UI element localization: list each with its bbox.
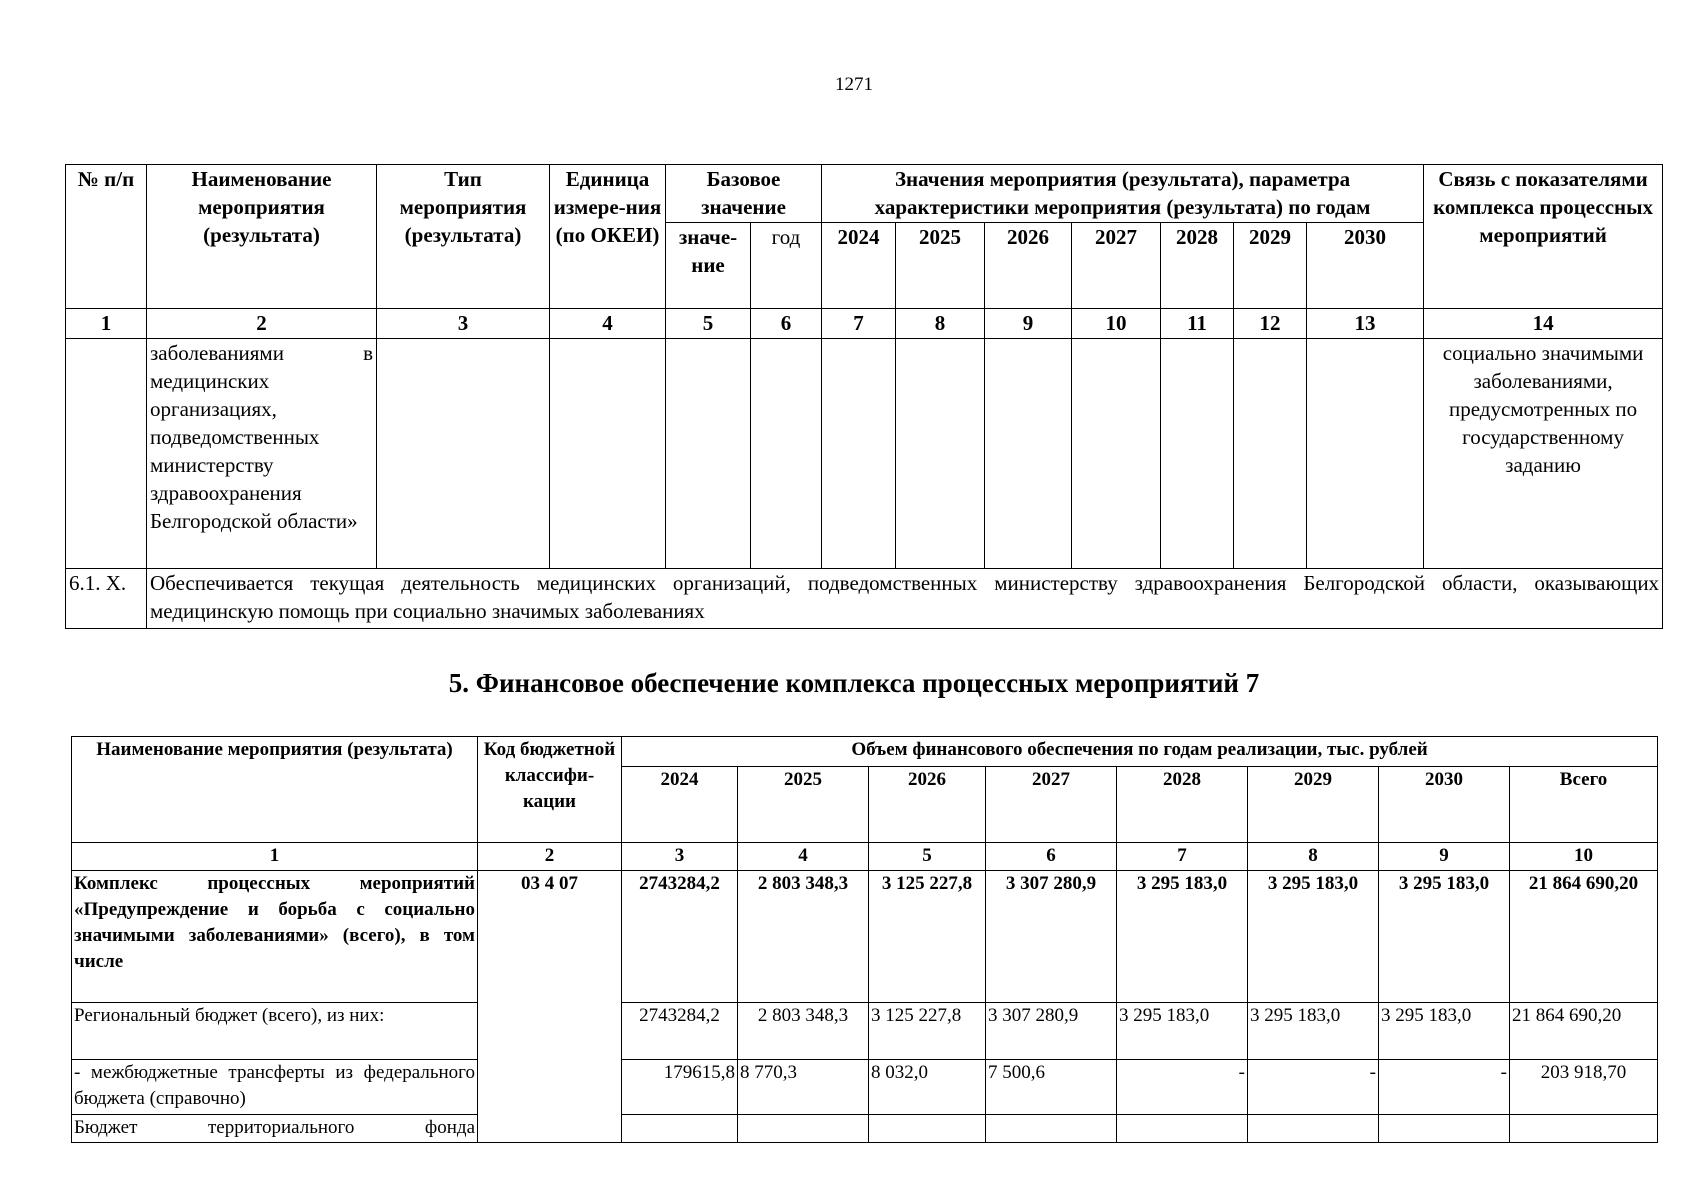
header-link: Связь с показателями комплекса процессных мероприятий <box>1424 165 1663 309</box>
table-row <box>72 1115 1658 1143</box>
value-cell: 8 770,3 <box>738 1060 869 1115</box>
cell-empty <box>822 339 896 569</box>
cell-empty <box>666 339 751 569</box>
header-year: 2027 <box>986 767 1117 843</box>
header-total: Всего <box>1510 767 1658 843</box>
value-cell: 3 125 227,8 <box>869 1003 986 1060</box>
header-values-title: Значения мероприятия (результата), параметра характеристики мероприятия (результата) по годам <box>822 165 1424 223</box>
column-number: 10 <box>1072 309 1161 339</box>
value-cell: - <box>1379 1060 1510 1115</box>
events-table <box>65 164 1663 629</box>
header-year: 2026 <box>869 767 986 843</box>
header-type: Тип мероприятия (результата) <box>377 165 550 309</box>
header-base: Базовое значение <box>666 165 822 223</box>
value-cell: 2743284,2 <box>622 1003 738 1060</box>
cell-empty <box>1307 339 1424 569</box>
table-row <box>66 339 1663 569</box>
column-number: 5 <box>666 309 751 339</box>
value-cell: 3 295 183,0 <box>1248 1003 1379 1060</box>
cell-name <box>147 339 377 569</box>
column-number: 1 <box>66 309 147 339</box>
name-line1: заболеваниями в <box>150 341 373 365</box>
header-code: Код бюджетной классифи-кации <box>478 737 622 843</box>
task-text: Обеспечивается текущая деятельность медицинских организаций, подведомственных министерству здравоохранения Белгородской области, оказывающих медицинскую помощь при социально значимых заболеваниях <box>147 569 1663 629</box>
value-cell <box>1248 1115 1379 1143</box>
value-cell: 3 295 183,0 <box>1117 871 1248 1003</box>
column-number: 2 <box>478 843 622 871</box>
column-number: 4 <box>550 309 666 339</box>
value-cell: 3 307 280,9 <box>986 1003 1117 1060</box>
value-cell: 3 125 227,8 <box>869 871 986 1003</box>
cell-empty <box>550 339 666 569</box>
table-row <box>72 1003 1658 1060</box>
header-base-year: год <box>751 223 822 309</box>
section-title: 5. Финансовое обеспечение комплекса процессных мероприятий 7 <box>448 668 1260 698</box>
table-row <box>72 871 1658 1003</box>
column-number: 3 <box>377 309 550 339</box>
value-cell: 2743284,2 <box>622 871 738 1003</box>
value-cell: 2 803 348,3 <box>738 871 869 1003</box>
page-number: 1271 <box>835 74 873 95</box>
column-number: 13 <box>1307 309 1424 339</box>
header-year: 2029 <box>1234 223 1307 309</box>
task-num: 6.1. X. <box>66 569 147 629</box>
value-cell: 179615,8 <box>622 1060 738 1115</box>
value-cell: 21 864 690,20 <box>1510 871 1658 1003</box>
value-cell: 3 295 183,0 <box>1248 871 1379 1003</box>
value-cell <box>1117 1115 1248 1143</box>
value-cell <box>738 1115 869 1143</box>
value-cell <box>869 1115 986 1143</box>
header-unit: Единица измере-ния (по ОКЕИ) <box>550 165 666 309</box>
column-number: 7 <box>822 309 896 339</box>
table-row <box>72 1060 1658 1115</box>
column-number: 3 <box>622 843 738 871</box>
column-number: 2 <box>147 309 377 339</box>
value-cell: 7 500,6 <box>986 1060 1117 1115</box>
value-cell: - <box>1248 1060 1379 1115</box>
header-name: Наименование мероприятия (результата) <box>147 165 377 309</box>
financing-table <box>71 736 1658 1143</box>
cell-empty <box>1234 339 1307 569</box>
header-year: 2024 <box>622 767 738 843</box>
column-number: 12 <box>1234 309 1307 339</box>
task-row <box>66 569 1663 629</box>
header-year: 2024 <box>822 223 896 309</box>
row-name: - межбюджетные трансферты из федерального бюджета (справочно) <box>72 1060 478 1115</box>
value-cell <box>622 1115 738 1143</box>
cell-num <box>66 339 147 569</box>
column-numbers-row <box>66 309 1663 339</box>
column-number: 4 <box>738 843 869 871</box>
header-year: 2028 <box>1117 767 1248 843</box>
header-volume-title: Объем финансового обеспечения по годам реализации, тыс. рублей <box>622 737 1658 767</box>
cell-empty <box>1072 339 1161 569</box>
column-number: 8 <box>896 309 985 339</box>
column-number: 7 <box>1117 843 1248 871</box>
value-cell: 3 295 183,0 <box>1117 1003 1248 1060</box>
cell-empty <box>377 339 550 569</box>
cell-link: социально значимыми заболеваниями, предусмотренных по государственному заданию <box>1424 339 1663 569</box>
value-cell: 203 918,70 <box>1510 1060 1658 1115</box>
row-name: Бюджет территориального фонда <box>72 1115 478 1143</box>
cell-empty <box>896 339 985 569</box>
value-cell: 3 295 183,0 <box>1379 1003 1510 1060</box>
row-name: Региональный бюджет (всего), из них: <box>72 1003 478 1060</box>
header-base-value: значе-ние <box>666 223 751 309</box>
value-cell: 2 803 348,3 <box>738 1003 869 1060</box>
header-year: 2030 <box>1307 223 1424 309</box>
value-cell: - <box>1117 1060 1248 1115</box>
column-number: 8 <box>1248 843 1379 871</box>
value-cell: 8 032,0 <box>869 1060 986 1115</box>
column-number: 10 <box>1510 843 1658 871</box>
column-number: 9 <box>1379 843 1510 871</box>
header-year: 2026 <box>985 223 1072 309</box>
column-number: 6 <box>986 843 1117 871</box>
header-name: Наименование мероприятия (результата) <box>72 737 478 843</box>
column-numbers-row <box>72 843 1658 871</box>
value-cell: 21 864 690,20 <box>1510 1003 1658 1060</box>
header-num: № п/п <box>66 165 147 309</box>
cell-empty <box>1161 339 1234 569</box>
header-year: 2025 <box>896 223 985 309</box>
cell-empty <box>751 339 822 569</box>
header-year: 2029 <box>1248 767 1379 843</box>
column-number: 1 <box>72 843 478 871</box>
value-cell: 3 307 280,9 <box>986 871 1117 1003</box>
value-cell: 3 295 183,0 <box>1379 871 1510 1003</box>
row-name: Комплекс процессных мероприятий «Предупреждение и борьба с социально значимыми заболеваниями» (всего), в том числе <box>72 871 478 1003</box>
name-rest: медицинских организациях, подведомственных министерству здравоохранения Белгородской области» <box>150 369 358 533</box>
column-number: 6 <box>751 309 822 339</box>
code-cell: 03 4 07 <box>478 871 622 1143</box>
column-number: 14 <box>1424 309 1663 339</box>
header-year: 2027 <box>1072 223 1161 309</box>
value-cell <box>1510 1115 1658 1143</box>
header-year: 2028 <box>1161 223 1234 309</box>
value-cell <box>986 1115 1117 1143</box>
header-year: 2025 <box>738 767 869 843</box>
value-cell <box>1379 1115 1510 1143</box>
cell-empty <box>985 339 1072 569</box>
column-number: 5 <box>869 843 986 871</box>
column-number: 11 <box>1161 309 1234 339</box>
column-number: 9 <box>985 309 1072 339</box>
header-year: 2030 <box>1379 767 1510 843</box>
